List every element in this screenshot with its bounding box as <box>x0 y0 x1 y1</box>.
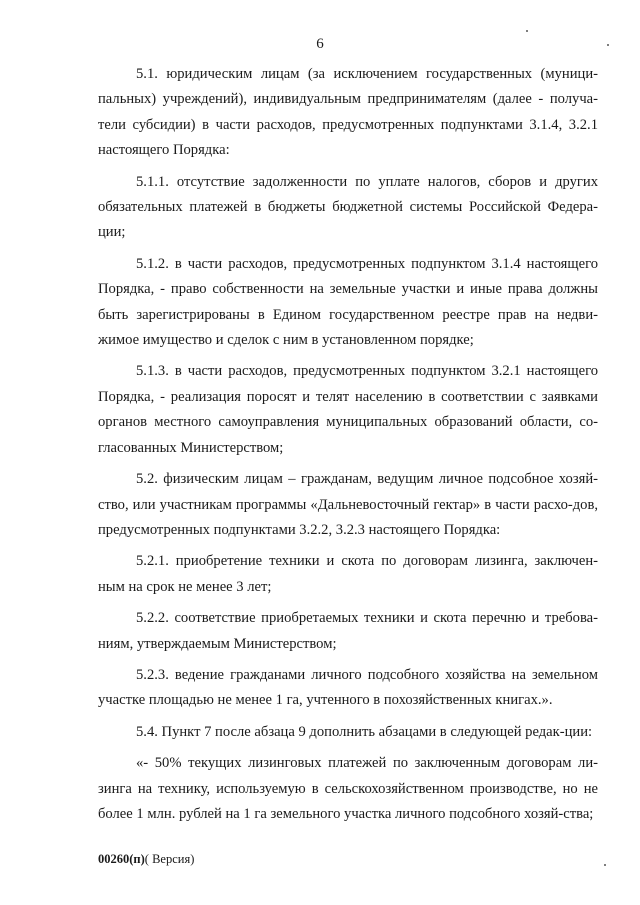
paragraph-5-2: 5.2. физическим лицам – гражданам, ведущим личное подсобное хозяй-ство, или участникам программы «Дальневосточный гектар» в части расхо-дов, предусмотренных подпунктами 3.2.2, 3.2.3 настоящего Порядка: <box>98 471 598 538</box>
document-footer <box>98 852 194 867</box>
paragraph-5-1: 5.1. юридическим лицам (за исключением государственных (муници-пальных) учреждений), индивидуальным предпринимателям (далее - получа-тели субсидии) в части расходов, предусмотренных подпунктами 3.1.4, 3.2.1 настоящего Порядка: <box>98 66 598 159</box>
scan-speck <box>526 30 528 32</box>
page-number: 6 <box>316 36 324 52</box>
paragraph-5-2-2: 5.2.2. соответствие приобретаемых техники и скота перечню и требова-ниям, утверждаемым Министерством; <box>98 610 598 652</box>
paragraph-5-4: 5.4. Пункт 7 после абзаца 9 дополнить абзацами в следующей редак-ции: <box>136 723 593 740</box>
paragraph-5-2-3: 5.2.3. ведение гражданами личного подсобного хозяйства на земельном участке площадью не менее 1 га, учтенного в похозяйственных книгах.». <box>98 666 598 709</box>
document-version: ( Версия) <box>144 852 195 866</box>
document-body <box>98 62 598 833</box>
paragraph-5-1-3: 5.1.3. в части расходов, предусмотренных подпунктом 3.2.1 настоящего Порядка, - реализация поросят и телят населению в соответствии с заявками органов местного самоуправления муниципальных образований области, со-гласованных Министерством; <box>98 363 598 456</box>
paragraph-5-1-2: 5.1.2. в части расходов, предусмотренных подпунктом 3.1.4 настоящего Порядка, - право собственности на земельные участки и иные права должны быть зарегистрированы в Едином государственном реестре прав на недви-жимое имущество и сделок с ним в установленном порядке; <box>98 255 598 349</box>
document-code: 00260(п) <box>98 852 145 866</box>
scan-speck <box>607 44 609 46</box>
scan-speck <box>604 864 606 866</box>
paragraph-5-1-1: 5.1.1. отсутствие задолженности по уплате налогов, сборов и других обязательных платежей в бюджеты бюджетной системы Российской Федера-ции; <box>98 173 598 241</box>
paragraph-5-2-1: 5.2.1. приобретение техники и скота по договорам лизинга, заключен-ным на срок не менее 3 лет; <box>98 553 598 595</box>
paragraph-leasing: «- 50% текущих лизинговых платежей по заключенным договорам ли-зинга на технику, используемую в сельскохозяйственном производстве, но не более 1 млн. рублей на 1 га земельного участка личного подсобного хозяй-ства; <box>98 755 598 822</box>
